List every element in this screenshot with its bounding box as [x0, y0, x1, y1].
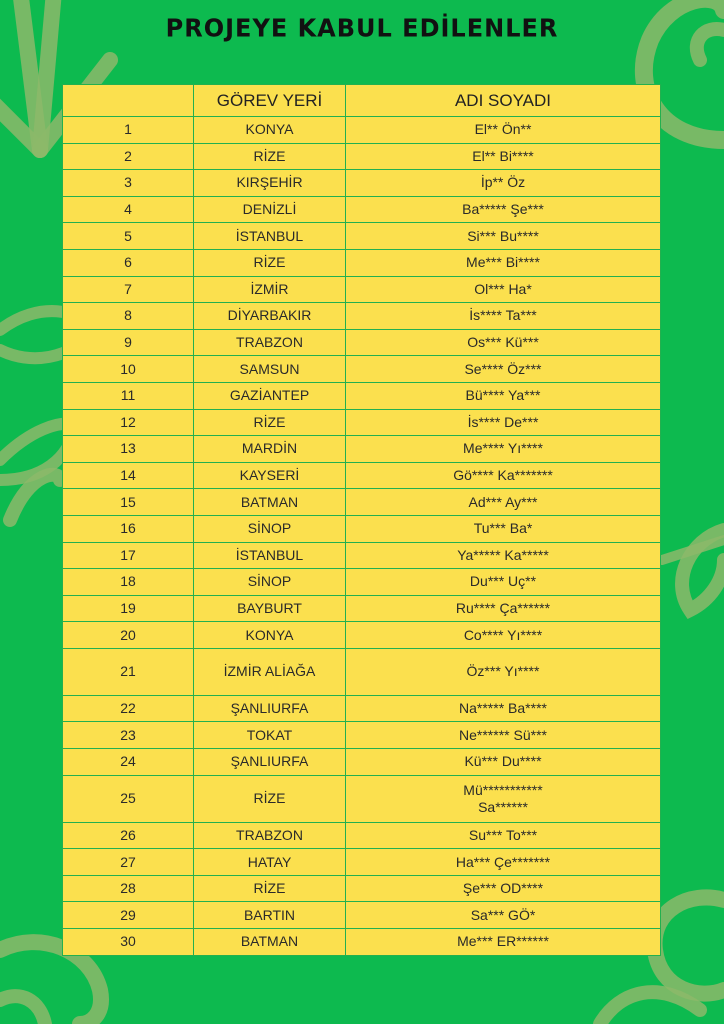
- table-row: [63, 929, 661, 956]
- table-row: [63, 515, 661, 542]
- table-row: [63, 329, 661, 356]
- row-duty-place: İZMİR ALİAĞA: [223, 663, 316, 680]
- table-row: [63, 117, 661, 144]
- row-number: 28: [120, 880, 136, 897]
- swirl-decoration: [655, 897, 724, 993]
- row-full-name: İs**** De***: [467, 413, 539, 430]
- row-number: 6: [124, 254, 132, 271]
- table-row: [63, 695, 661, 722]
- table-row: [63, 170, 661, 197]
- row-duty-place: İSTANBUL: [235, 227, 304, 244]
- table-row: [63, 775, 661, 822]
- row-full-name: El** Ön**: [474, 121, 532, 138]
- row-full-name: Gö**** Ka*******: [453, 467, 553, 484]
- row-duty-place: BAYBURT: [237, 599, 302, 616]
- header-full-name: ADI SOYADI: [346, 85, 661, 117]
- table-row: [63, 143, 661, 170]
- row-duty-place: RİZE: [253, 413, 286, 430]
- row-full-name: Kü*** Du****: [464, 753, 542, 770]
- table-row: [63, 223, 661, 250]
- row-number: 13: [120, 440, 136, 457]
- row-duty-place: HATAY: [247, 853, 292, 870]
- table-header-row: [63, 85, 661, 117]
- row-full-name: İp** Öz: [480, 174, 526, 191]
- row-full-name: Si*** Bu****: [467, 227, 539, 244]
- row-number: 8: [124, 307, 132, 324]
- row-full-name: Tu*** Ba*: [473, 520, 533, 537]
- row-duty-place: ŞANLIURFA: [230, 700, 309, 717]
- row-duty-place: KAYSERİ: [239, 467, 300, 484]
- table-row: [63, 822, 661, 849]
- row-number: 26: [120, 826, 136, 843]
- row-duty-place: İZMİR: [250, 280, 289, 297]
- row-duty-place: RİZE: [253, 880, 286, 897]
- header-number: [63, 85, 194, 117]
- row-duty-place: ŞANLIURFA: [230, 753, 309, 770]
- row-full-name: Ba***** Şe***: [462, 201, 544, 218]
- row-duty-place: RİZE: [253, 790, 286, 807]
- row-full-name: Co**** Yı****: [463, 626, 543, 643]
- table-row: [63, 436, 661, 463]
- row-number: 22: [120, 700, 136, 717]
- row-duty-place: BATMAN: [240, 933, 299, 950]
- table-row: [63, 409, 661, 436]
- row-full-name: Du*** Uç**: [469, 573, 537, 590]
- row-number: 14: [120, 467, 136, 484]
- row-number: 25: [120, 790, 136, 807]
- row-duty-place: TRABZON: [236, 826, 303, 843]
- row-number: 2: [124, 147, 132, 164]
- row-duty-place: TOKAT: [246, 726, 293, 743]
- row-duty-place: DENİZLİ: [242, 201, 297, 218]
- row-full-name: Su*** To***: [468, 826, 538, 843]
- row-number: 30: [120, 933, 136, 950]
- row-full-name: Ru**** Ça******: [455, 599, 551, 616]
- accepted-list-table: [62, 84, 661, 956]
- row-full-name: Os*** Kü***: [467, 334, 539, 351]
- row-number: 7: [124, 280, 132, 297]
- row-number: 29: [120, 906, 136, 923]
- row-duty-place: GAZİANTEP: [229, 387, 310, 404]
- row-full-name: Ol*** Ha*: [474, 280, 532, 297]
- table-row: [63, 382, 661, 409]
- row-number: 15: [120, 493, 136, 510]
- row-full-name: Mü*********** Sa******: [463, 781, 543, 815]
- row-number: 27: [120, 853, 136, 870]
- row-duty-place: BARTIN: [243, 906, 296, 923]
- table-row: [63, 595, 661, 622]
- row-full-name: Ya***** Ka*****: [457, 546, 549, 563]
- row-duty-place: BATMAN: [240, 493, 299, 510]
- row-duty-place: KONYA: [245, 121, 294, 138]
- row-full-name: Ad*** Ay***: [468, 493, 538, 510]
- row-number: 16: [120, 520, 136, 537]
- row-full-name: Na***** Ba****: [459, 700, 547, 717]
- table-row: [63, 648, 661, 695]
- row-number: 19: [120, 599, 136, 616]
- table-row: [63, 722, 661, 749]
- row-number: 3: [124, 174, 132, 191]
- table-row: [63, 356, 661, 383]
- row-full-name: Öz*** Yı****: [466, 663, 540, 680]
- row-number: 21: [120, 663, 136, 680]
- row-full-name: Ne****** Sü***: [459, 726, 547, 743]
- row-number: 4: [124, 201, 132, 218]
- table-row: [63, 902, 661, 929]
- table-row: [63, 849, 661, 876]
- row-number: 24: [120, 753, 136, 770]
- table-row: [63, 622, 661, 649]
- table-row: [63, 489, 661, 516]
- table-row: [63, 875, 661, 902]
- row-number: 18: [120, 573, 136, 590]
- row-full-name: El** Bi****: [472, 147, 534, 164]
- header-duty-place: GÖREV YERİ: [194, 85, 346, 117]
- row-number: 12: [120, 413, 136, 430]
- row-duty-place: DİYARBAKIR: [227, 307, 312, 324]
- row-duty-place: KONYA: [245, 626, 294, 643]
- row-duty-place: MARDİN: [241, 440, 298, 457]
- row-full-name: Şe*** OD****: [462, 880, 544, 897]
- row-full-name: İs**** Ta***: [469, 307, 537, 324]
- row-full-name: Bü**** Ya***: [465, 387, 541, 404]
- table-row: [63, 569, 661, 596]
- row-number: 23: [120, 726, 136, 743]
- table-row: [63, 542, 661, 569]
- row-duty-place: SİNOP: [247, 520, 292, 537]
- row-number: 1: [124, 121, 132, 138]
- row-duty-place: KIRŞEHİR: [236, 174, 303, 191]
- row-full-name: Ha*** Çe*******: [455, 853, 551, 870]
- table-row: [63, 196, 661, 223]
- row-full-name: Me*** ER******: [457, 933, 549, 950]
- row-full-name: Se**** Öz***: [464, 360, 542, 377]
- row-duty-place: TRABZON: [236, 334, 303, 351]
- row-duty-place: İSTANBUL: [235, 546, 304, 563]
- table-row: [63, 303, 661, 330]
- row-duty-place: RİZE: [253, 254, 286, 271]
- table-row: [63, 276, 661, 303]
- table-row: [63, 749, 661, 776]
- row-full-name: Sa*** GÖ*: [470, 906, 536, 923]
- row-number: 9: [124, 334, 132, 351]
- row-number: 20: [120, 626, 136, 643]
- row-duty-place: SAMSUN: [239, 360, 300, 377]
- row-duty-place: SİNOP: [247, 573, 292, 590]
- table-row: [63, 462, 661, 489]
- row-number: 5: [124, 227, 132, 244]
- row-full-name: Me*** Bi****: [466, 254, 540, 271]
- row-number: 10: [120, 360, 136, 377]
- row-number: 17: [120, 546, 136, 563]
- row-number: 11: [120, 387, 136, 404]
- table-row: [63, 249, 661, 276]
- row-full-name: Me**** Yı****: [463, 440, 543, 457]
- row-duty-place: RİZE: [253, 147, 286, 164]
- page-title: PROJEYE KABUL EDİLENLER: [165, 13, 559, 43]
